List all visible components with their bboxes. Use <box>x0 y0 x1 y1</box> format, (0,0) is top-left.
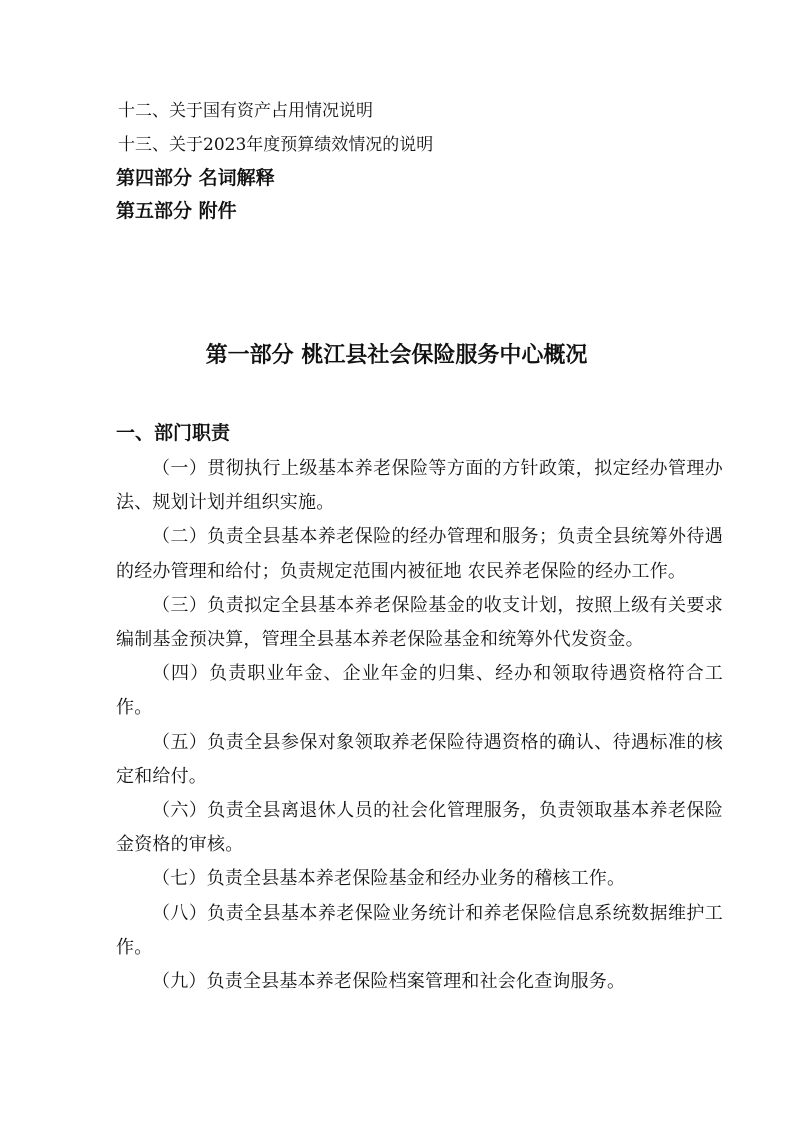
duty-item: （九）负责全县基本养老保险档案管理和社会化查询服务。 <box>152 971 626 993</box>
duty-item: （三）负责拟定全县基本养老保险基金的收支计划，按照上级有关要求编制基金预决算，管理全县基本养老保险基金和统筹外代发资金。 <box>116 594 723 651</box>
duty-item: （二）负责全县基本养老保险的经办管理和服务；负责全县统筹外待遇的经办管理和给付；负责规定范围内被征地 农民养老保险的经办工作。 <box>116 526 723 582</box>
duty-item: （七）负责全县基本养老保险基金和经办业务的稽核工作。 <box>152 868 626 890</box>
toc-part-four: 第四部分 名词解释 <box>116 167 275 189</box>
duty-item: （六）负责全县离退休人员的社会化管理服务，负责领取基本养老保险金资格的审核。 <box>116 800 723 856</box>
toc-item-state-assets: 十二、关于国有资产占用情况说明 <box>118 101 373 121</box>
duty-item: （一）贯彻执行上级基本养老保险等方面的方针政策，拟定经办管理办法、规划计划并组织实施。 <box>116 458 723 514</box>
section-heading: 一、部门职责 <box>116 422 231 444</box>
toc-item-performance: 十三、关于2023年度预算绩效情况的说明 <box>118 135 434 155</box>
toc-part-five: 第五部分 附件 <box>116 200 237 222</box>
duty-item: （五）负责全县参保对象领取养老保险待遇资格的确认、待遇标准的核定和给付。 <box>116 731 723 787</box>
duty-item: （八）负责全县基本养老保险业务统计和养老保险信息系统数据维护工作。 <box>116 902 723 958</box>
duty-list <box>116 452 723 999</box>
duty-item: （四）负责职业年金、企业年金的归集、经办和领取待遇资格符合工作。 <box>116 663 723 719</box>
part-title: 第一部分 桃江县社会保险服务中心概况 <box>205 343 588 368</box>
